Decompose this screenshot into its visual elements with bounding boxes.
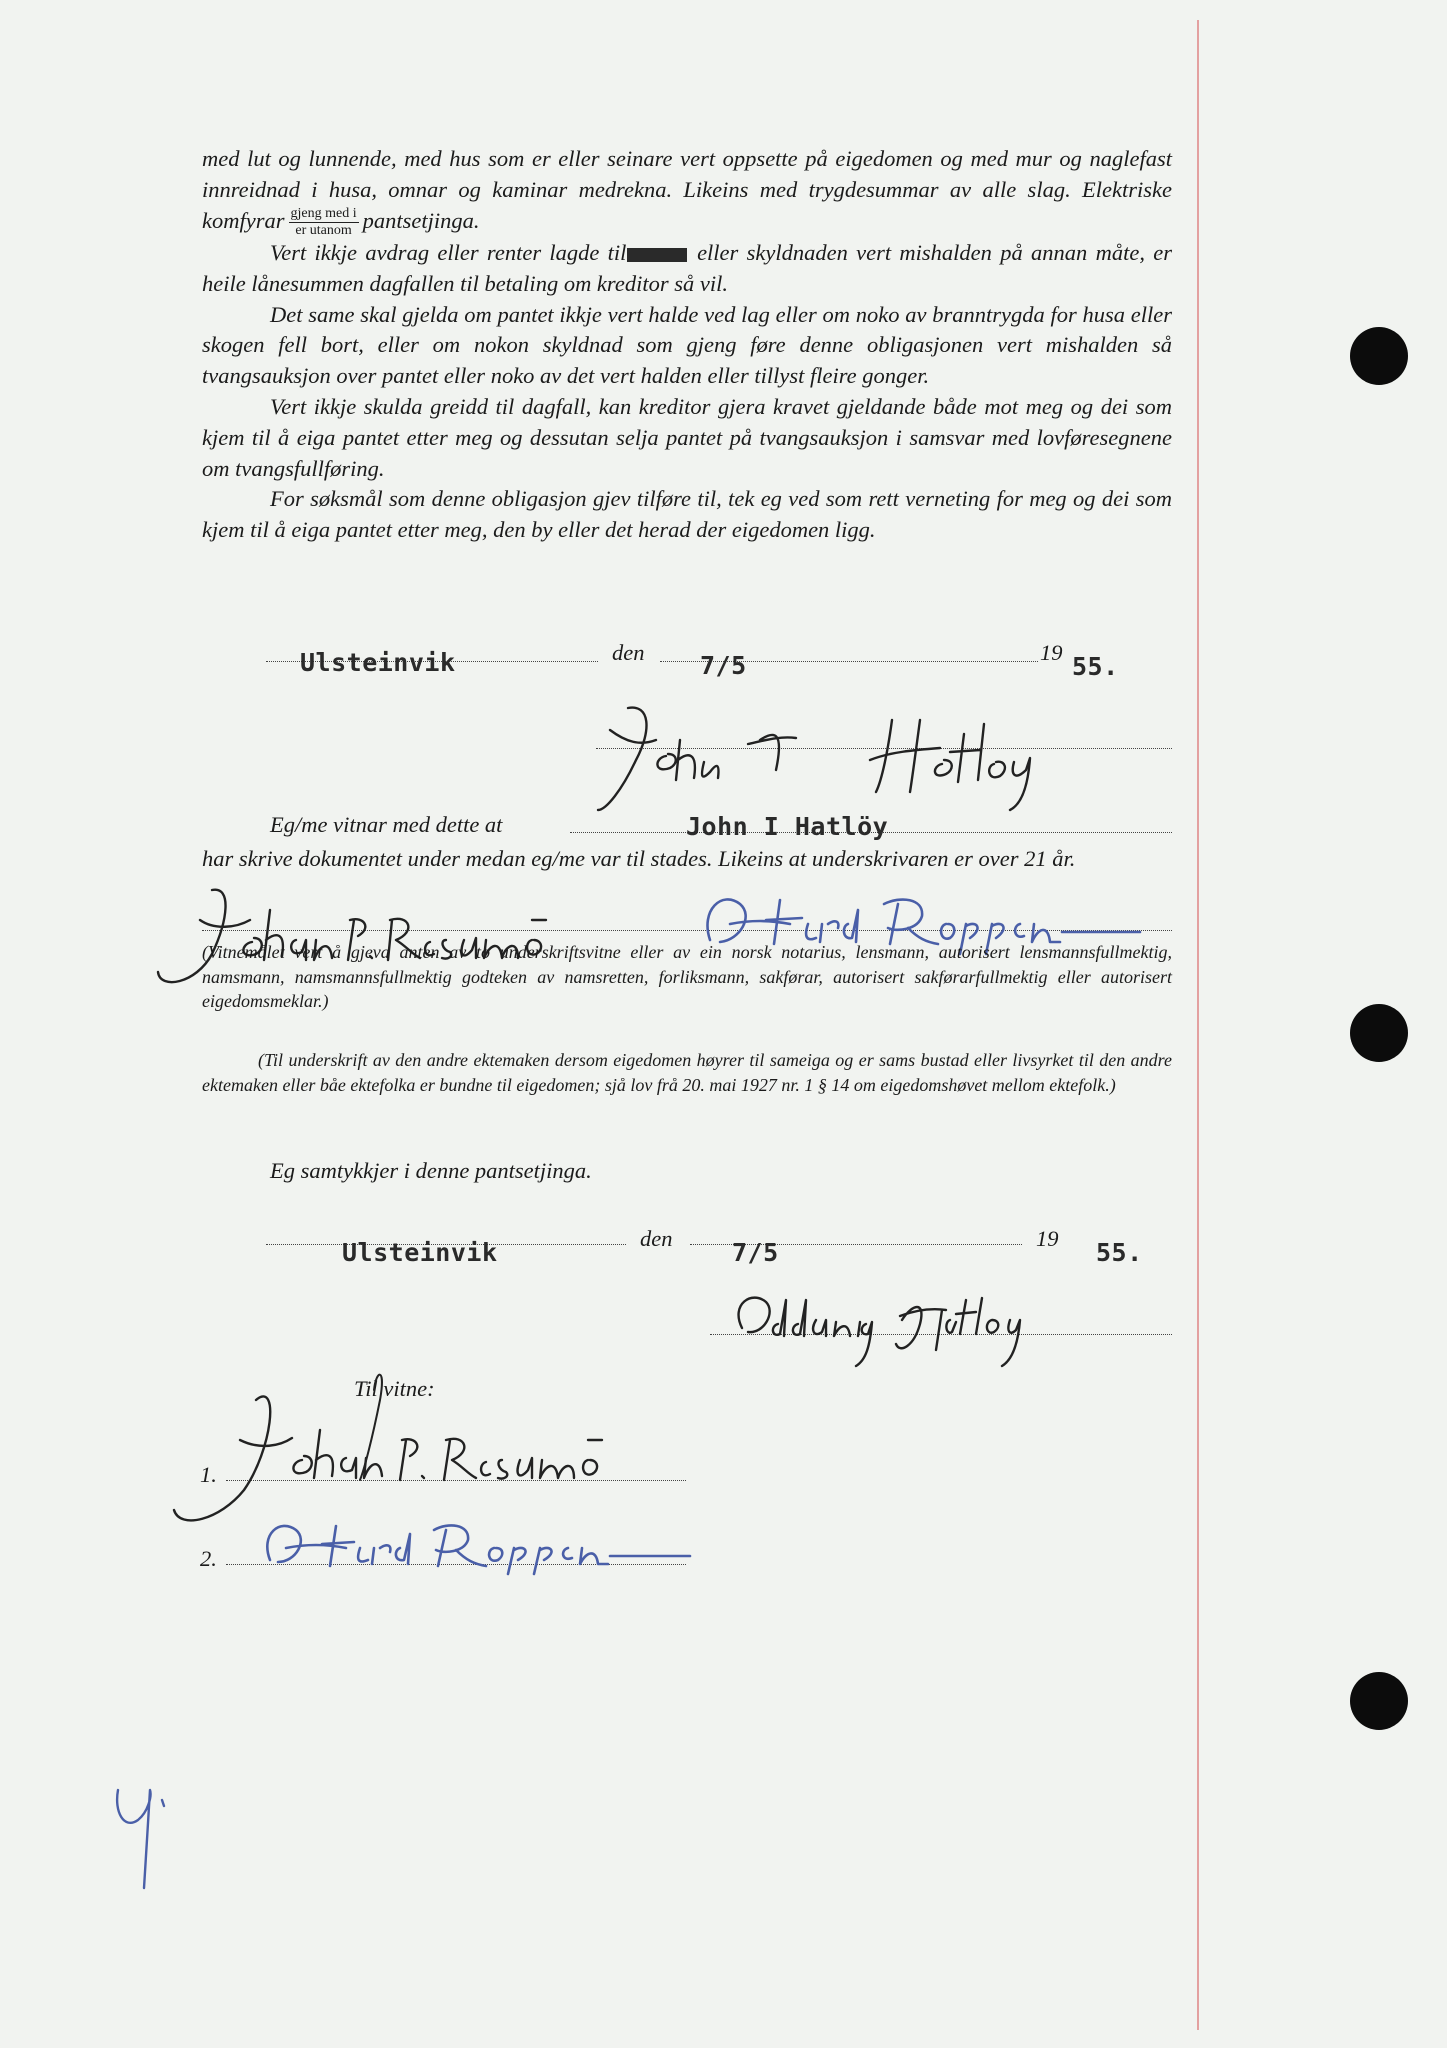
place-1: Ulsteinvik — [300, 648, 456, 677]
witness-rules-note: (Vitnemålet vert å gjeva anten av to underskriftsvitne eller av ein norsk notarius, lensmann, autorisert lensmannsfullmektig, namsmann, namsmannsfullmektig godteken av namsretten, forliksmann, sakførar, autorisert sakførarfullmektig eller autorisert eigedomsmeklar.) — [202, 942, 1172, 1011]
paragraph-2: Vert ikkje avdrag eller renter lagde til eller skyldnaden vert mishalden på annan måte, er heile lånesummen dagfallen til betaling om kreditor så vil. — [202, 239, 1173, 296]
year-prefix-2: 19 — [1036, 1226, 1059, 1251]
witness-subject-name: John I Hatlöy — [686, 812, 889, 841]
paragraph-1: med lut og lunnende, med hus som er eller seinare vert oppsette på eigedomen og med mur og naglefast innreidnad i husa, omnar og kaminar medrekna. Likeins med trygdesummar av alle slag. Elektriske komfyrar $\frac{\text{gjeng med i}}{\text{er utanom}}$ pantsetjinga. — [202, 146, 1172, 238]
year-1: 55. — [1072, 652, 1119, 681]
punch-hole — [1350, 1672, 1408, 1730]
den-label-1: den — [612, 640, 645, 665]
body-text — [202, 144, 1172, 546]
spouse-consent-note: (Til underskrift av den andre ektemaken dersom eigedomen høyrer til sameiga og er sams bustad eller livsyrket til den andre ektemaken eller båe ektefolka er bundne til eigedomen; sjå lov frå 20. mai 1927 nr. 1 § 14 om eigedomshøvet mellom ektefolk.) — [202, 1050, 1172, 1095]
punch-hole — [1350, 327, 1408, 385]
witness-statement: har skrive dokumentet under medan eg/me var til stades. Likeins at underskrivaren er over 21 år. — [202, 846, 1076, 871]
paragraph-4: Vert ikkje skulda greidd til dagfall, kan kreditor gjera kravet gjeldande både mot meg og dei som kjem til å eiga pantet etter meg og dessutan selja pantet på tvangsauksjon i samsvar med lovføresegnene om tvangsfullføring. — [202, 393, 1172, 481]
witness-intro: Eg/me vitnar med dette at — [270, 812, 503, 837]
year-prefix-1: 19 — [1040, 640, 1063, 665]
paragraph-3: Det same skal gjelda om pantet ikkje vert halde ved lag eller om noko av branntrygda for husa eller skogen fell bort, eller om nokon skyldnad som gjeng føre denne obligasjonen vert mishalden så tvangsauksjon over pantet eller noko av det vert halden eller tillyst fleire gonger. — [202, 301, 1172, 389]
initials-mark — [100, 1760, 220, 1900]
signature-john-hatloy — [570, 700, 1050, 820]
vitne-number-1: 1. — [200, 1462, 217, 1487]
place-2: Ulsteinvik — [342, 1238, 498, 1267]
signature-oddrun-hatloy — [720, 1280, 1060, 1380]
struck-out-text — [627, 248, 687, 262]
signature-astrid-roppen-witness — [230, 1510, 710, 1580]
til-vitne-label: Til vitne: — [354, 1376, 435, 1401]
paragraph-5: For søksmål som denne obligasjon gjev tilføre til, tek eg ved som rett verneting for meg og dei som kjem til å eiga pantet etter meg, den by eller det herad der eigedomen ligg. — [202, 486, 1172, 543]
margin-rule — [1197, 20, 1199, 2030]
consent-text: Eg samtykkjer i denne pantsetjinga. — [270, 1158, 592, 1183]
date-2: 7/5 — [732, 1238, 779, 1267]
date-1: 7/5 — [700, 651, 747, 680]
fraction-choice: $\frac{\text{gjeng med i}}{\text{er utanom}}$ — [290, 205, 357, 238]
vitne-number-2: 2. — [200, 1546, 217, 1571]
punch-hole — [1350, 1004, 1408, 1062]
year-2: 55. — [1096, 1238, 1143, 1267]
den-label-2: den — [640, 1226, 673, 1251]
